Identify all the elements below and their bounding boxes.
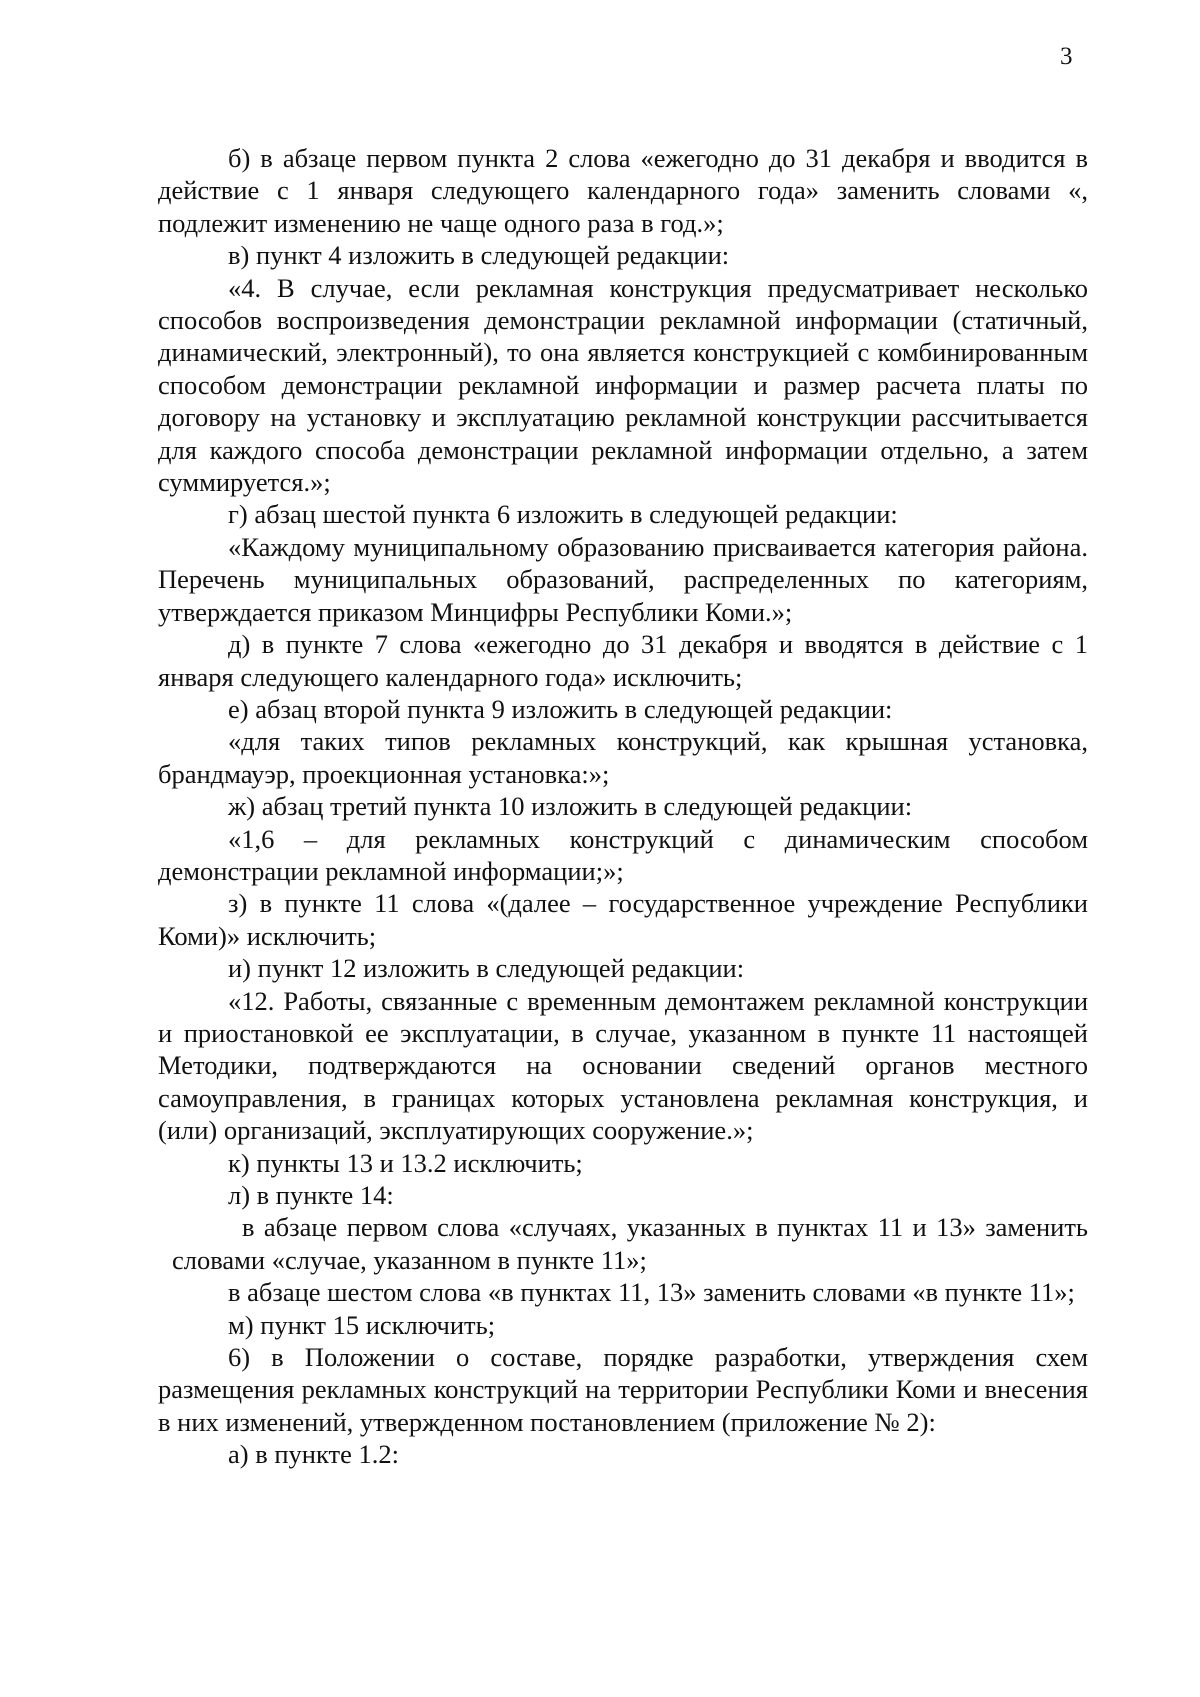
paragraph: м) пункт 15 исключить; [228,1309,496,1340]
paragraph: «1,6 – для рекламных конструкций с динамическим способом демонстрации рекламной информации;»; [158,823,1088,886]
page-number: 3 [1060,43,1073,70]
paragraph: «12. Работы, связанные с временным демонтажем рекламной конструкции и приостановкой ее эксплуатации, в случае, указанном в пункте 11 настоящей Методики, подтверждаются на основании сведений органов местного самоуправления, в границах которых установлена рекламная конструкция, и (или) организаций, эксплуатирующих сооружение.»; [158,985,1088,1146]
paragraph: ж) абзац третий пункта 10 изложить в следующей редакции: [228,791,913,822]
document-body [158,142,1088,1471]
paragraph: в абзаце первом слова «случаях, указанных в пунктах 11 и 13» заменить словами «случае, указанном в пункте 11»; [172,1212,1088,1275]
paragraph: к) пункты 13 и 13.2 исключить; [228,1147,583,1178]
paragraph: а) в пункте 1.2: [228,1439,399,1470]
paragraph: в абзаце шестом слова «в пунктах 11, 13» заменить словами «в пункте 11»; [228,1277,1075,1308]
paragraph: д) в пункте 7 слова «ежегодно до 31 декабря и вводятся в действие с 1 января следующего календарного года» исключить; [158,629,1088,692]
paragraph: е) абзац второй пункта 9 изложить в следующей редакции: [228,693,893,724]
paragraph: г) абзац шестой пункта 6 изложить в следующей редакции: [228,499,898,530]
paragraph: «Каждому муниципальному образованию присваивается категория района. Перечень муниципальных образований, распределенных по категориям, утверждается приказом Минцифры Республики Коми.»; [158,531,1088,627]
paragraph: и) пункт 12 изложить в следующей редакции: [228,953,745,984]
paragraph: «для таких типов рекламных конструкций, как крышная установка, брандмауэр, проекционная установка:»; [158,726,1088,789]
paragraph: б) в абзаце первом пункта 2 слова «ежегодно до 31 декабря и вводится в действие с 1 января следующего календарного года» заменить словами «, подлежит изменению не чаще одного раза в год.»; [158,143,1088,238]
paragraph: л) в пункте 14: [228,1180,394,1210]
paragraph: з) в пункте 11 слова «(далее – государственное учреждение Республики Коми)» исключить; [158,888,1088,951]
paragraph: «4. В случае, если рекламная конструкция предусматривает несколько способов воспроизведения демонстрации рекламной информации (статичный, динамический, электронный), то она является конструкцией с комбинированным способом демонстрации рекламной информации и размер расчета платы по договору на установку и эксплуатацию рекламной конструкции рассчитывается для каждого способа демонстрации рекламной информации отдельно, а затем суммируется.»; [158,272,1088,498]
paragraph: 6) в Положении о составе, порядке разработки, утверждения схем размещения рекламных конструкций на территории Республики Коми и внесения в них изменений, утвержденном постановлением (приложение № 2): [158,1342,1088,1437]
paragraph: в) пункт 4 изложить в следующей редакции: [228,240,730,271]
